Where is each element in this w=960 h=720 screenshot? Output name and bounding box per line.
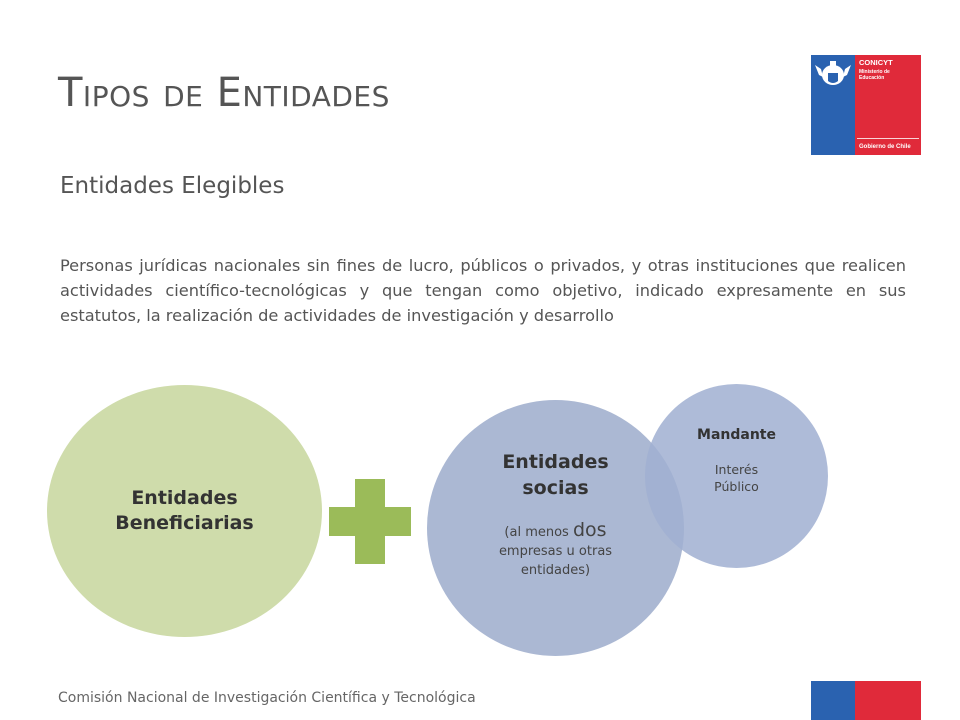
circle-mandante bbox=[645, 384, 828, 568]
logo-ministry-line2: Educación bbox=[859, 75, 885, 81]
footer-text: Comisión Nacional de Investigación Científica y Tecnológica bbox=[58, 690, 476, 706]
mandante-note bbox=[714, 461, 759, 495]
slide-subtitle: Entidades Elegibles bbox=[60, 173, 285, 199]
mandante-note-line1: Interés bbox=[714, 462, 759, 477]
plus-icon bbox=[329, 479, 411, 564]
slide-title: Tipos de Entidades bbox=[58, 70, 390, 116]
logo-brand: CONICYT bbox=[859, 58, 893, 67]
chile-flag-strip bbox=[811, 681, 921, 720]
mandante-note-line2: Público bbox=[714, 479, 759, 494]
beneficiarias-label-line1: Entidades bbox=[131, 487, 238, 509]
circle-entidades-socias bbox=[427, 400, 684, 656]
circle-entidades-beneficiarias bbox=[47, 385, 322, 637]
mandante-title: Mandante bbox=[697, 427, 776, 443]
coat-shield-icon bbox=[828, 73, 838, 83]
beneficiarias-label-line2: Beneficiarias bbox=[115, 512, 254, 534]
socias-note-big: dos bbox=[572, 518, 607, 541]
logo-footer: Gobierno de Chile bbox=[859, 144, 911, 150]
conicyt-logo bbox=[811, 55, 921, 155]
slide-body: Personas jurídicas nacionales sin fines de lucro, públicos o privados, y otras instituciones que realicen actividades científico-tecnológicas y que tengan como objetivo, indicado expresamente en sus estatutos, la realización de actividades de investigación y desarrollo bbox=[60, 256, 906, 325]
socias-note bbox=[456, 518, 656, 580]
logo-ministry-line1: Ministerio de bbox=[859, 69, 890, 75]
socias-note-line3: entidades) bbox=[520, 562, 591, 578]
socias-note-prefix: (al menos bbox=[504, 524, 573, 540]
socias-label-line2: socias bbox=[522, 476, 589, 499]
socias-label-line1: Entidades bbox=[502, 450, 609, 473]
socias-note-line2: empresas u otras bbox=[498, 543, 613, 559]
